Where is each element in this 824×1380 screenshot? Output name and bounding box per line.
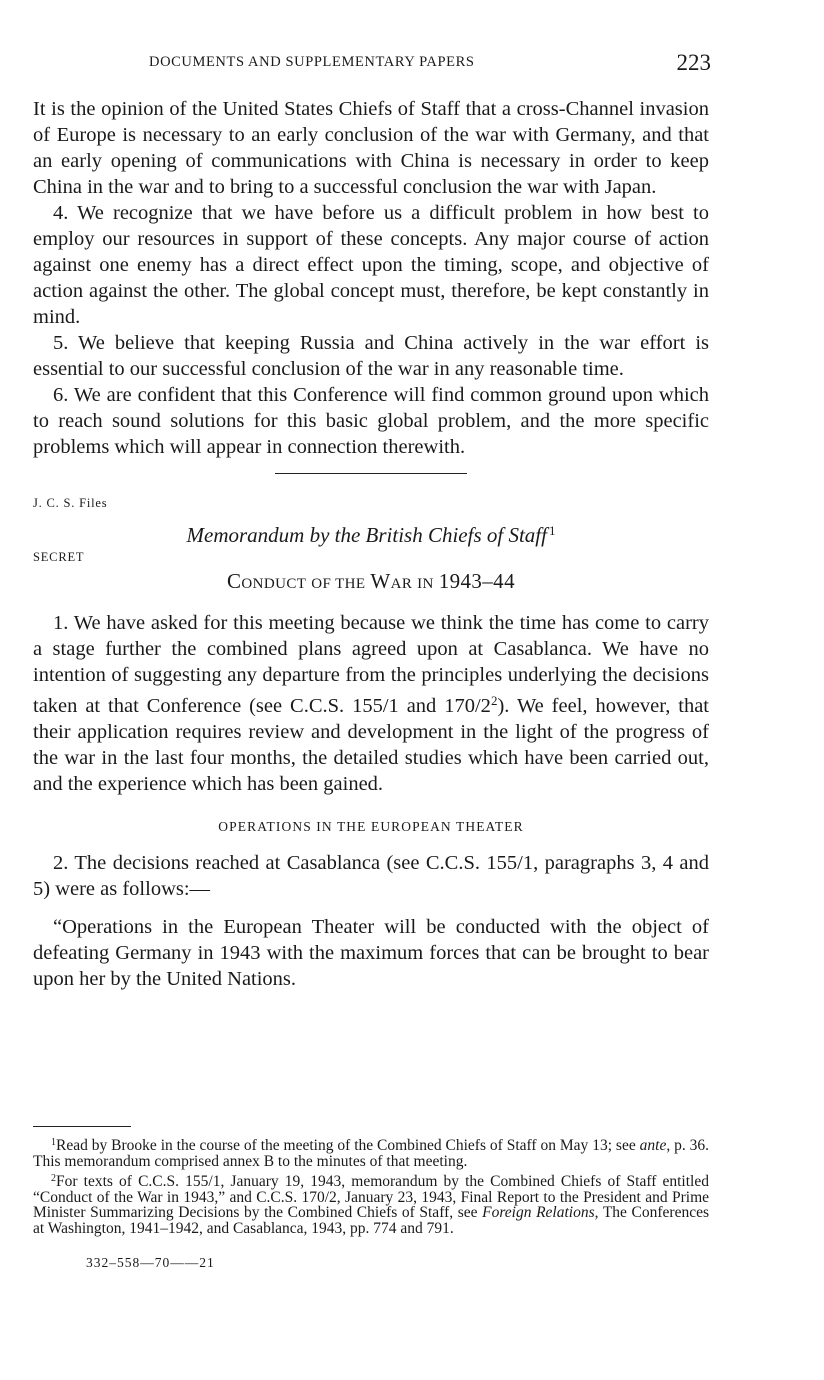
memo-paragraph-1: 1. We have asked for this meeting because we think the time has come to carry a stage further the combined plans agreed upon at Casablanca. We have no intention of suggesting any departure from the principles underlying the decisions taken at that Conference (see C.C.S. 155/1 and 170/2$^2$). We feel, however, that their application requires review and development in the light of the progress of the war in the last four months, the detailed studies which have been carried out, and the experience which has been gained. <box>33 612 710 795</box>
paragraph-4: 4. We recognize that we have before us a difficult problem in how best to employ our resources in support of these concepts. Any major course of action against one enemy has a direct effect upon the timing, scope, and objective of action against the other. The global concept must, therefore, be kept constantly in mind. <box>33 202 709 328</box>
paragraph-6: 6. We are confident that this Conference will find common ground upon which to reach sound solutions for this basic global problem, and the more specific problems which will appear in connection therewith. <box>33 384 709 458</box>
block-quote: “Operations in the European Theater will be conducted with the object of defeating Germany in 1943 with the maximum forces that can be brought to bear upon her by the United Nations. <box>33 916 709 990</box>
memo-title <box>33 523 709 548</box>
memo-title-text: Memorandum by the British Chiefs of Staff <box>186 523 547 547</box>
source-note: J. C. S. Files <box>33 496 108 510</box>
page-body <box>33 96 709 992</box>
section-title: CONDUCT OF THE WAR IN 1943–44 <box>227 569 515 593</box>
footnote-2: $^2$For texts of C.C.S. 155/1, January 19, 1943, memorandum by the Combined Chiefs of Staff entitled “Conduct of the War in 1943,” and C.C.S. 170/2, January 23, 1943, Final Report to the President and Prime Minister Summarizing Decisions by the Combined Chiefs of Staff, see Foreign Relations, The Conferences at Washington, 1941–1942, and Casablanca, 1943, pp. 774 and 791. <box>33 1173 709 1237</box>
memo-paragraph-2: 2. The decisions reached at Casablanca (see C.C.S. 155/1, paragraphs 3, 4 and 5) were as follows:— <box>33 852 709 900</box>
footnote-ref-2[interactable]: 2 <box>490 693 498 708</box>
section-subheading: OPERATIONS IN THE EUROPEAN THEATER <box>218 819 524 834</box>
running-head: DOCUMENTS AND SUPPLEMENTARY PAPERS <box>149 54 475 70</box>
footnote-ref-1[interactable]: 1 <box>548 523 556 538</box>
classification-label: SECRET <box>33 550 85 564</box>
page-header <box>33 50 711 82</box>
page-number: 223 <box>676 50 711 75</box>
intro-paragraph: It is the opinion of the United States Chiefs of Staff that a cross-Channel invasion of Europe is necessary to an early conclusion of the war with Germany, and that an early opening of communications with China is necessary in order to keep China in the war and to bring to a successful conclusion the war with Japan. <box>33 98 709 198</box>
print-code: 332–558—70——21 <box>86 1255 215 1270</box>
footnotes <box>33 1114 709 1237</box>
footnote-1: $^1$Read by Brooke in the course of the meeting of the Combined Chiefs of Staff on May 13; see ante, p. 36. This memorandum comprised annex B to the minutes of that meeting. <box>33 1137 710 1170</box>
paragraph-5: 5. We believe that keeping Russia and China actively in the war effort is essential to our successful conclusion of the war in any reasonable time. <box>33 332 709 380</box>
section-divider <box>275 473 467 474</box>
footnote-rule <box>33 1126 131 1127</box>
